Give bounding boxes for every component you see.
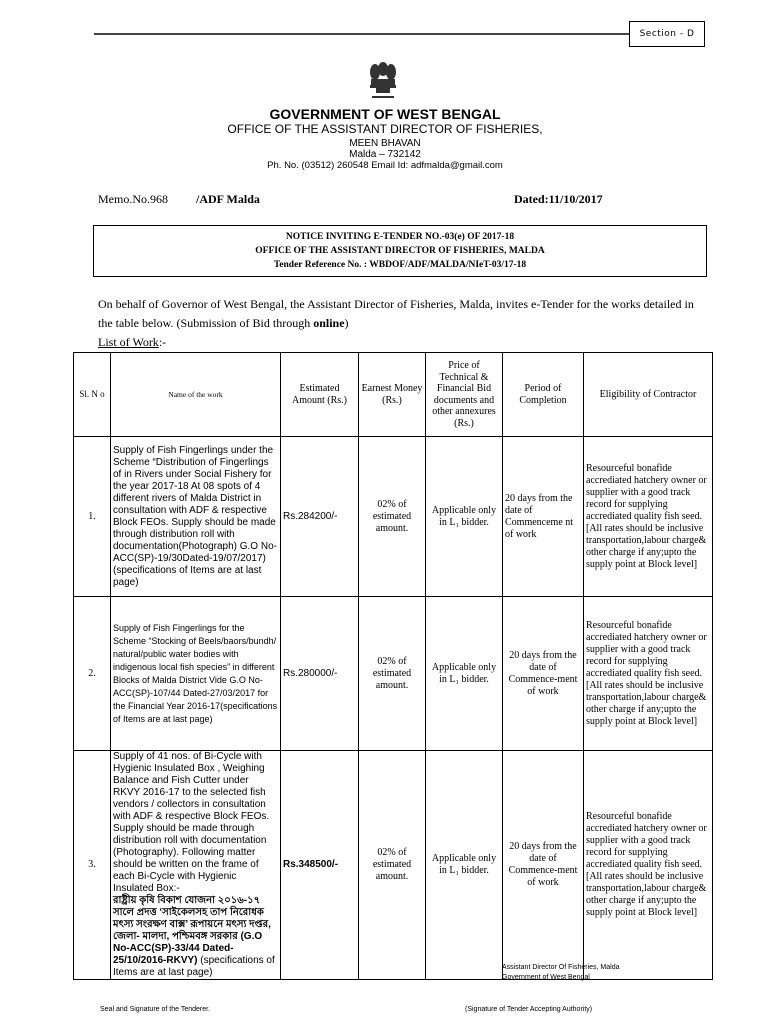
row-work-name: Supply of Fish Fingerlings for the Scheme “Stocking of Beels/baors/bundh/ natural/public water bodies with indigenous local fish species” in different Blocks of Malda District Vide G.O No-ACC(SP)-107/44 Dated-27/03/2017 for the Financial Year 2016-17(specifications of Items are at last page) [111,597,281,751]
intro-paragraph [98,295,708,333]
intro-text: On behalf of Governor of West Bengal, the Assistant Director of Fisheries, Malda, invites e-Tender for the works detailed in the table below. (Submission of Bid through [98,297,694,330]
header-price: Price of Technical & Financial Bid documents and other annexures (Rs.) [426,353,503,437]
header-earnest: Earnest Money (Rs.) [359,353,426,437]
row-sl: 3. [74,751,111,980]
table-row [74,437,713,597]
row-work-name-text: Supply of 41 nos. of Bi-Cycle with Hygienic Insulated Box , Weighing Balance and Fish Cutter under RKVY 2016-17 to the selected fish vendors / collectors in consultation with ADF & respective Block FEOs. Supply should be made through distribution roll with documentation (Photography). Following matter should be written on the frame of each Bi-Cycle with Hygienic Insulated Box:- [113,751,270,894]
intro-end: ) [344,316,349,330]
tender-reference: Tender Reference No. : WBDOF/ADF/MALDA/NIeT-03/17-18 [273,260,527,270]
building-name: MEEN BHAVAN [349,138,421,149]
row-period: 20 days from the date of Commence-ment of work [503,597,584,751]
row-sl: 2. [74,597,111,751]
header-estimated: Estimated Amount (Rs.) [281,353,359,437]
notice-office: OFFICE OF THE ASSISTANT DIRECTOR OF FISHERIES, MALDA [255,246,545,256]
row-work-bengali-text: রাষ্ট্রীয় কৃষি বিকাশ যোজনা ২০১৬-১৭ সালে প্রদত্ত ‘সাইকেলসহ তাপ নিরোধক মৎস্য সংরক্ষণ বাক্স’ রূপায়নে মৎস্য দপ্তর, জেলা- মালদা, পশ্চিমবঙ্গ সরকার (G.O No-ACC(SP)-33/44 Dated-25/10/2016-RKVY) [113,895,271,966]
row-period: 20 days from the date of Commenceme nt of work [503,437,584,597]
authority-government: Government of West Bengal [502,974,590,981]
row-estimated: Rs.284200/- [281,437,359,597]
state-emblem-icon [367,60,399,106]
header-rule [94,33,629,35]
notice-title: NOTICE INVITING E-TENDER NO.-03(e) OF 2017-18 [285,232,515,242]
memo-date: Dated:11/10/2017 [514,192,603,206]
list-of-work-label: List of Work [98,335,159,349]
row-price: Applicable only in L₁ bidder. [426,751,503,980]
header-sl: Sl. N o [74,353,111,437]
row-eligibility: Resourceful bonafide accrediated hatchery owner or supplier with a good track record for supplying accrediated quality fish seed.[All rates should be inclusive transportation,labour charge& other charge if any;upto the supply point at Block level] [584,597,713,751]
row-earnest: 02% of estimated amount. [359,437,426,597]
row-price: Applicable only in L₁ bidder. [426,597,503,751]
table-row [74,751,713,980]
contact-info: Ph. No. (03512) 260548 Email Id: adfmalda@gmail.com [267,160,503,171]
authority-signature-block [502,963,619,983]
memo-office-code: /ADF Malda [196,192,260,206]
table-header-row [74,353,713,437]
row-sl: 1. [74,437,111,597]
memo-number: Memo.No.968 [98,192,168,206]
list-of-work-heading [98,335,166,350]
works-table [73,352,713,980]
office-title: OFFICE OF THE ASSISTANT DIRECTOR OF FISHERIES, [227,122,543,136]
authority-title: Assistant Director Of Fisheries, Malda [502,964,620,971]
row-work-name: Supply of Fish Fingerlings under the Scheme “Distribution of Fingerlings of in Rivers under Social Fishery for the year 2017-18 At 08 spots of 4 different rivers of Malda District in consultation with ADF & respective Block FEOs. Supply should be made through distribution roll with documentation(Photograph) G.O No-ACC(SP)-19/30Dated-19/07/2017) (specifications of Items are at last page) [111,437,281,597]
government-title: GOVERNMENT OF WEST BENGAL [269,106,501,122]
header-period: Period of Completion [503,353,584,437]
row-price: Applicable only in L₁ bidder. [426,437,503,597]
tenderer-seal-label: Seal and Signature of the Tenderer. [100,1006,211,1013]
row-work-name [111,751,281,980]
header-name: Name of the work [111,353,281,437]
row-work-spec-text: (specifications of Items are at last page) [113,955,275,978]
row-period: 20 days from the date of Commence-ment of work [503,751,584,980]
city-name: Malda – 732142 [349,149,421,160]
tender-authority-signature-label: (Signature of Tender Accepting Authority) [465,1006,593,1013]
row-eligibility: Resourceful bonafide accrediated hatchery owner or supplier with a good track record for supplying accrediated quality fish seed.[All rates should be inclusive transportation,labour charge& other charge if any;upto the supply point at Block level] [584,437,713,597]
row-earnest: 02% of estimated amount. [359,751,426,980]
row-earnest: 02% of estimated amount. [359,597,426,751]
header-eligibility: Eligibility of Contractor [584,353,713,437]
row-eligibility: Resourceful bonafide accrediated hatchery owner or supplier with a good track record for supplying accrediated quality fish seed.[All rates should be inclusive transportation,labour charge& other charge if any;upto the supply point at Block level] [584,751,713,980]
intro-online: online [313,316,345,330]
row-estimated: Rs.348500/- [281,751,359,980]
notice-box [93,225,707,277]
list-of-work-suffix: :- [158,335,167,349]
row-estimated: Rs.280000/- [281,597,359,751]
section-label: Section - D [629,21,705,47]
table-row [74,597,713,751]
